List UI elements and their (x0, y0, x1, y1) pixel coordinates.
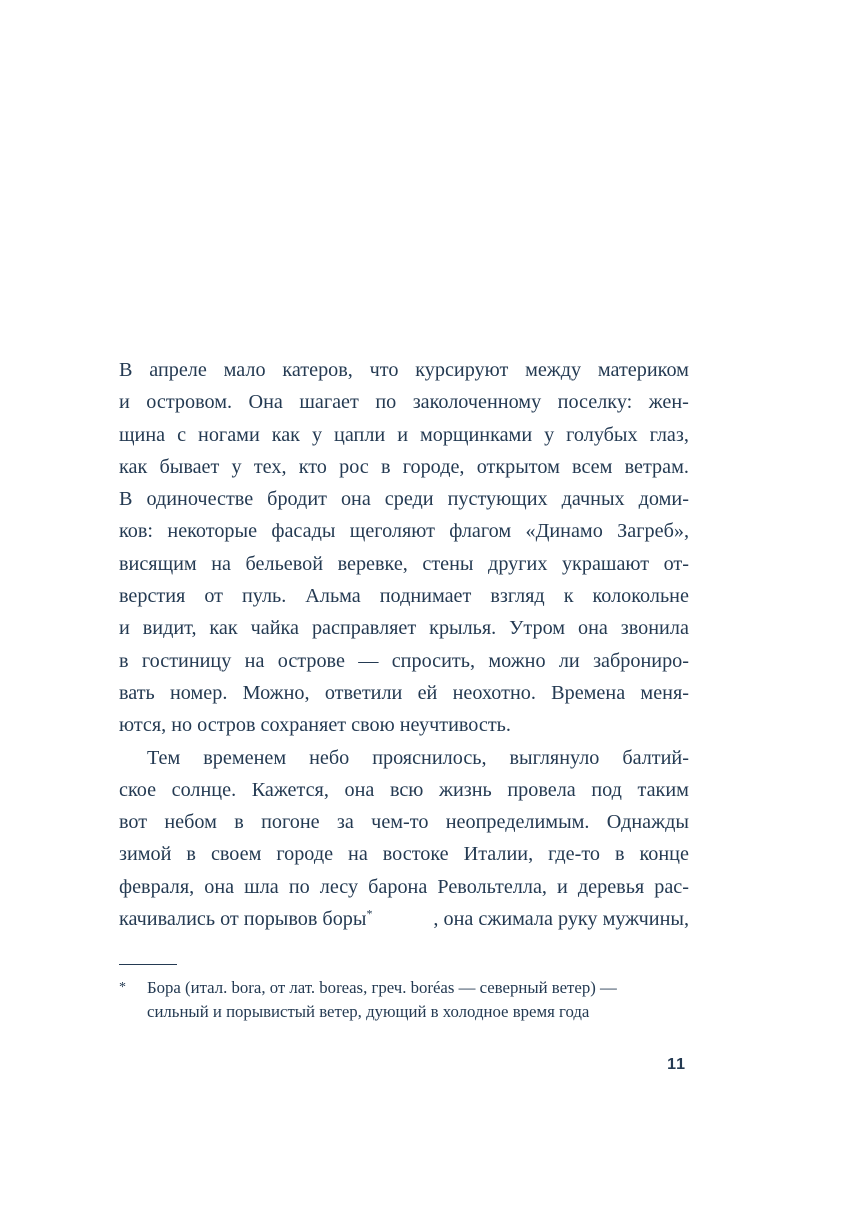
text-line (119, 483, 689, 515)
word: небом (164, 811, 217, 834)
word: Времена (551, 681, 626, 704)
word: поднимает (379, 585, 472, 608)
word: Револьтелла, (437, 875, 547, 898)
word: неопределимым. (445, 811, 590, 834)
word: номер. (169, 681, 228, 704)
word: флагом (449, 520, 512, 543)
word: у (231, 455, 242, 478)
word: рас- (654, 875, 689, 898)
word: голубых (566, 423, 638, 446)
text-line-with-footnote (119, 903, 689, 935)
word: всю (389, 778, 424, 801)
word: курсируют (415, 359, 509, 381)
word: что (369, 359, 399, 381)
word: взгляд (490, 585, 545, 608)
text-line (119, 386, 689, 418)
word: она (340, 488, 371, 511)
word: и (397, 423, 408, 446)
word: барона (368, 875, 428, 898)
word: ков: (119, 520, 154, 543)
word: гостиницу (141, 649, 232, 672)
word: у (311, 423, 323, 446)
word: В (119, 359, 133, 381)
word: на (244, 649, 265, 672)
word: по (288, 875, 310, 898)
text-line (119, 419, 689, 451)
word: к (563, 585, 574, 608)
text-line (119, 774, 689, 806)
word: материком (597, 359, 689, 381)
text-line (119, 612, 689, 644)
word: ли (558, 649, 580, 672)
word: одиночестве (146, 488, 254, 511)
footnote-reference[interactable]: * (366, 906, 373, 921)
word: чем-то (371, 811, 429, 834)
word: солнце. (171, 778, 237, 801)
word: верстия (119, 585, 186, 608)
word: неохотно. (452, 681, 536, 704)
word: Альма (305, 585, 361, 608)
word: таким (637, 778, 689, 801)
word: расправляет (311, 617, 417, 640)
word: бывает (159, 455, 220, 478)
word: конце (639, 843, 689, 866)
text-line (119, 677, 689, 709)
word: других (488, 552, 548, 575)
word: вать (119, 681, 155, 704)
word: «Динамо (525, 520, 603, 543)
word: за (336, 811, 354, 834)
word: среди (384, 488, 434, 511)
word: фасады (271, 520, 336, 543)
text-line (119, 451, 689, 483)
word: заброниро- (593, 649, 689, 672)
text-line (119, 354, 689, 386)
word: стены (422, 552, 474, 575)
word: висящим (119, 552, 197, 575)
word: Однажды (606, 811, 689, 834)
paragraph-1 (119, 354, 689, 742)
word: ногами (198, 423, 260, 446)
word: ское (119, 778, 157, 801)
word: между (525, 359, 582, 381)
word: как (271, 423, 300, 446)
word: в (119, 649, 129, 672)
word: открытом (476, 455, 560, 478)
word: ответили (324, 681, 403, 704)
word: островом. (146, 391, 233, 414)
word: украшают (561, 552, 650, 575)
word: от- (663, 552, 689, 575)
word: лесу (319, 875, 359, 898)
word: ей (417, 681, 438, 704)
word: и (119, 617, 130, 640)
word: вот (119, 811, 148, 834)
text-line (119, 580, 689, 612)
word: чайка (250, 617, 300, 640)
word: веревке, (337, 552, 408, 575)
word: спросить, (391, 649, 476, 672)
word: востоке (382, 843, 449, 866)
word: жен- (648, 391, 689, 414)
word: выглянуло (509, 746, 600, 769)
word: колокольне (592, 585, 689, 608)
word: где-то (548, 843, 600, 866)
word: на (211, 552, 232, 575)
text-line-indented (119, 742, 689, 774)
word: можно (488, 649, 546, 672)
word: Она (248, 391, 283, 414)
word: тех, (253, 455, 287, 478)
word: она (204, 875, 235, 898)
word: февраля, (119, 875, 195, 898)
word: провела (507, 778, 576, 801)
word: у (544, 423, 555, 446)
word: щина (119, 423, 166, 446)
word: и (119, 391, 130, 414)
paragraph-2 (119, 742, 689, 936)
word: в (186, 843, 196, 866)
word: деревья (577, 875, 645, 898)
word: рос (339, 455, 369, 478)
footnote-separator (119, 964, 177, 965)
word: прояснилось, (372, 746, 487, 769)
word: от (204, 585, 223, 608)
word: городе, (402, 455, 465, 478)
word: под (591, 778, 622, 801)
word: В (119, 488, 133, 511)
word: балтий- (622, 746, 689, 769)
word: Можно, (242, 681, 310, 704)
word: шагает (299, 391, 359, 414)
word: апреле (149, 359, 207, 381)
word: заколоченному (412, 391, 542, 414)
text-line-last: ются, но остров сохраняет свою неучтивость. (119, 714, 511, 737)
word: цапли (334, 423, 386, 446)
word: жизнь (439, 778, 492, 801)
text-line (119, 806, 689, 838)
text-after-ref: , она сжимала руку мужчины, (433, 908, 689, 931)
word: Италии, (463, 843, 534, 866)
word: бельевой (245, 552, 324, 575)
word: в (380, 455, 391, 478)
text-line (119, 515, 689, 547)
word: Кажется, (251, 778, 329, 801)
word: щеголяют (349, 520, 435, 543)
word: — (358, 649, 379, 672)
word: она (344, 778, 375, 801)
word: некоторые (167, 520, 258, 543)
word: крылья. (429, 617, 497, 640)
word: с (177, 423, 187, 446)
word: по (375, 391, 397, 414)
word: меня- (640, 681, 689, 704)
word: временем (203, 746, 287, 769)
word: острове (277, 649, 345, 672)
footnote (119, 976, 689, 1024)
word: мало (223, 359, 266, 381)
footnote-line: Бора (итал. bora, от лат. boreas, греч. boréas — северный ветер) — (147, 978, 617, 997)
word: глаз, (649, 423, 689, 446)
word: пустующих (447, 488, 548, 511)
word: кто (298, 455, 327, 478)
word: она (578, 617, 608, 640)
word: в (614, 843, 625, 866)
word: на (348, 843, 368, 866)
word: шла (244, 875, 279, 898)
word: ветрам. (624, 455, 689, 478)
word: Утром (509, 617, 566, 640)
word: бродит (267, 488, 327, 511)
page-number: 11 (667, 1056, 686, 1073)
word: всем (572, 455, 613, 478)
word: городе (276, 843, 334, 866)
text-line (119, 645, 689, 677)
word: морщинками (419, 423, 533, 446)
word: доми- (638, 488, 689, 511)
footnote-body (147, 976, 689, 1024)
word: Загреб», (617, 520, 689, 543)
word: Тем (147, 746, 181, 769)
word: небо (309, 746, 350, 769)
word: своем (210, 843, 262, 866)
footnote-mark: * (119, 980, 126, 995)
word: зимой (119, 843, 172, 866)
word: пуль. (241, 585, 287, 608)
word: катеров, (282, 359, 353, 381)
word: поселку: (557, 391, 633, 414)
word: звонила (620, 617, 689, 640)
word: видит, (142, 617, 197, 640)
text-line (119, 548, 689, 580)
word: как (119, 455, 148, 478)
word: и (557, 875, 568, 898)
text-line (119, 871, 689, 903)
word: погоне (261, 811, 320, 834)
text-before-ref: качивались от порывов боры* (119, 906, 373, 931)
word: как (209, 617, 238, 640)
text-line (119, 838, 689, 870)
main-text (119, 354, 689, 935)
word: в (234, 811, 244, 834)
word: дачных (561, 488, 625, 511)
footnote-line: сильный и порывистый ветер, дующий в холодное время года (147, 1002, 590, 1021)
